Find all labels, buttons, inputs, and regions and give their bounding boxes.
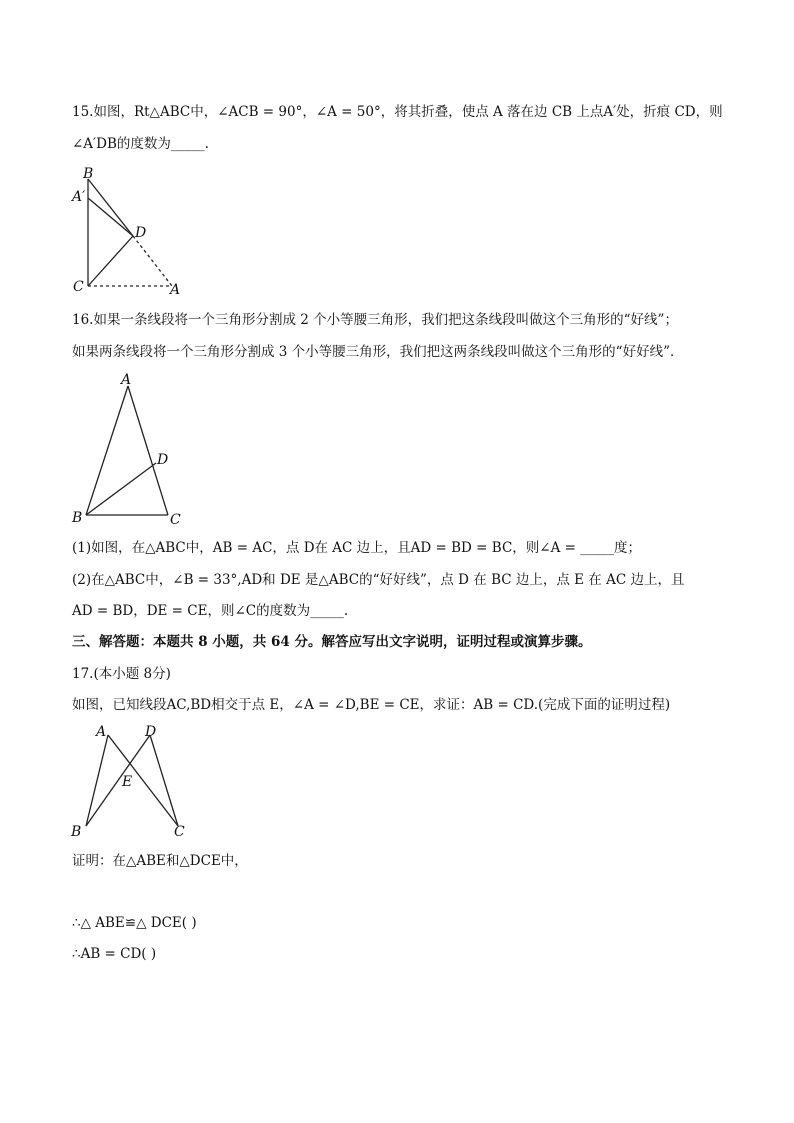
q15-label-B: B <box>83 166 94 182</box>
section-3-heading: 三、解答题：本题共 8 小题，共 64 分。解答应写出文字说明，证明过程或演算步骤。 <box>72 634 592 650</box>
q15-label-D: D <box>135 225 147 241</box>
q15-figure <box>66 164 196 300</box>
q16-text-line1: 16.如果一条线段将一个三角形分割成 2 个小等腰三角形，我们把这条线段叫做这个三角形的“好线”； <box>72 312 678 328</box>
q16-figure <box>66 368 196 530</box>
q17-label-E: E <box>122 774 133 790</box>
q17-proof-step1: ∴△ ABE≌△ DCE( ) <box>72 915 197 931</box>
q16-label-B: B <box>72 510 83 526</box>
q17-label-C: C <box>174 824 185 840</box>
q17-label-B: B <box>71 824 82 840</box>
q16-part2-line2: AD = BD，DE = CE，则∠C的度数为_____. <box>72 603 349 619</box>
q15-label-A-prime: A′ <box>72 189 86 205</box>
q17-label-D: D <box>145 724 157 740</box>
q15-label-A: A <box>170 282 181 298</box>
q16-label-A: A <box>121 372 132 388</box>
q17-figure <box>66 720 196 842</box>
q16-part1: (1)如图，在△ABC中，AB = AC，点 D在 AC 边上，且AD = BD = BC，则∠A = _____度； <box>72 540 641 556</box>
q16-label-D: D <box>157 452 169 468</box>
q15-label-C: C <box>73 279 84 295</box>
q16-text-line2: 如果两条线段将一个三角形分割成 3 个小等腰三角形，我们把这两条线段叫做这个三角形的“好好线”． <box>72 344 684 360</box>
q15-text-line1: 15.如图，Rt△ABC中，∠ACB = 90°，∠A = 50°，将其折叠，使点 A 落在边 CB 上点A′处，折痕 CD，则 <box>72 104 723 120</box>
q16-part2-line1: (2)在△ABC中，∠B = 33°,AD和 DE 是△ABC的“好好线”，点 D 在 BC 边上，点 E 在 AC 边上，且 <box>72 572 685 588</box>
q17-statement: 如图，已知线段AC,BD相交于点 E，∠A = ∠D,BE = CE，求证：AB = CD.(完成下面的证明过程) <box>72 697 671 713</box>
q17-proof-intro: 证明：在△ABE和△DCE中， <box>72 853 248 869</box>
q17-header: 17.(本小题 8分) <box>72 666 171 682</box>
q16-label-C: C <box>170 512 181 528</box>
q17-label-A: A <box>96 724 107 740</box>
q17-proof-step2: ∴AB = CD( ) <box>72 946 157 962</box>
q15-text-line2: ∠A′DB的度数为_____. <box>72 136 209 152</box>
